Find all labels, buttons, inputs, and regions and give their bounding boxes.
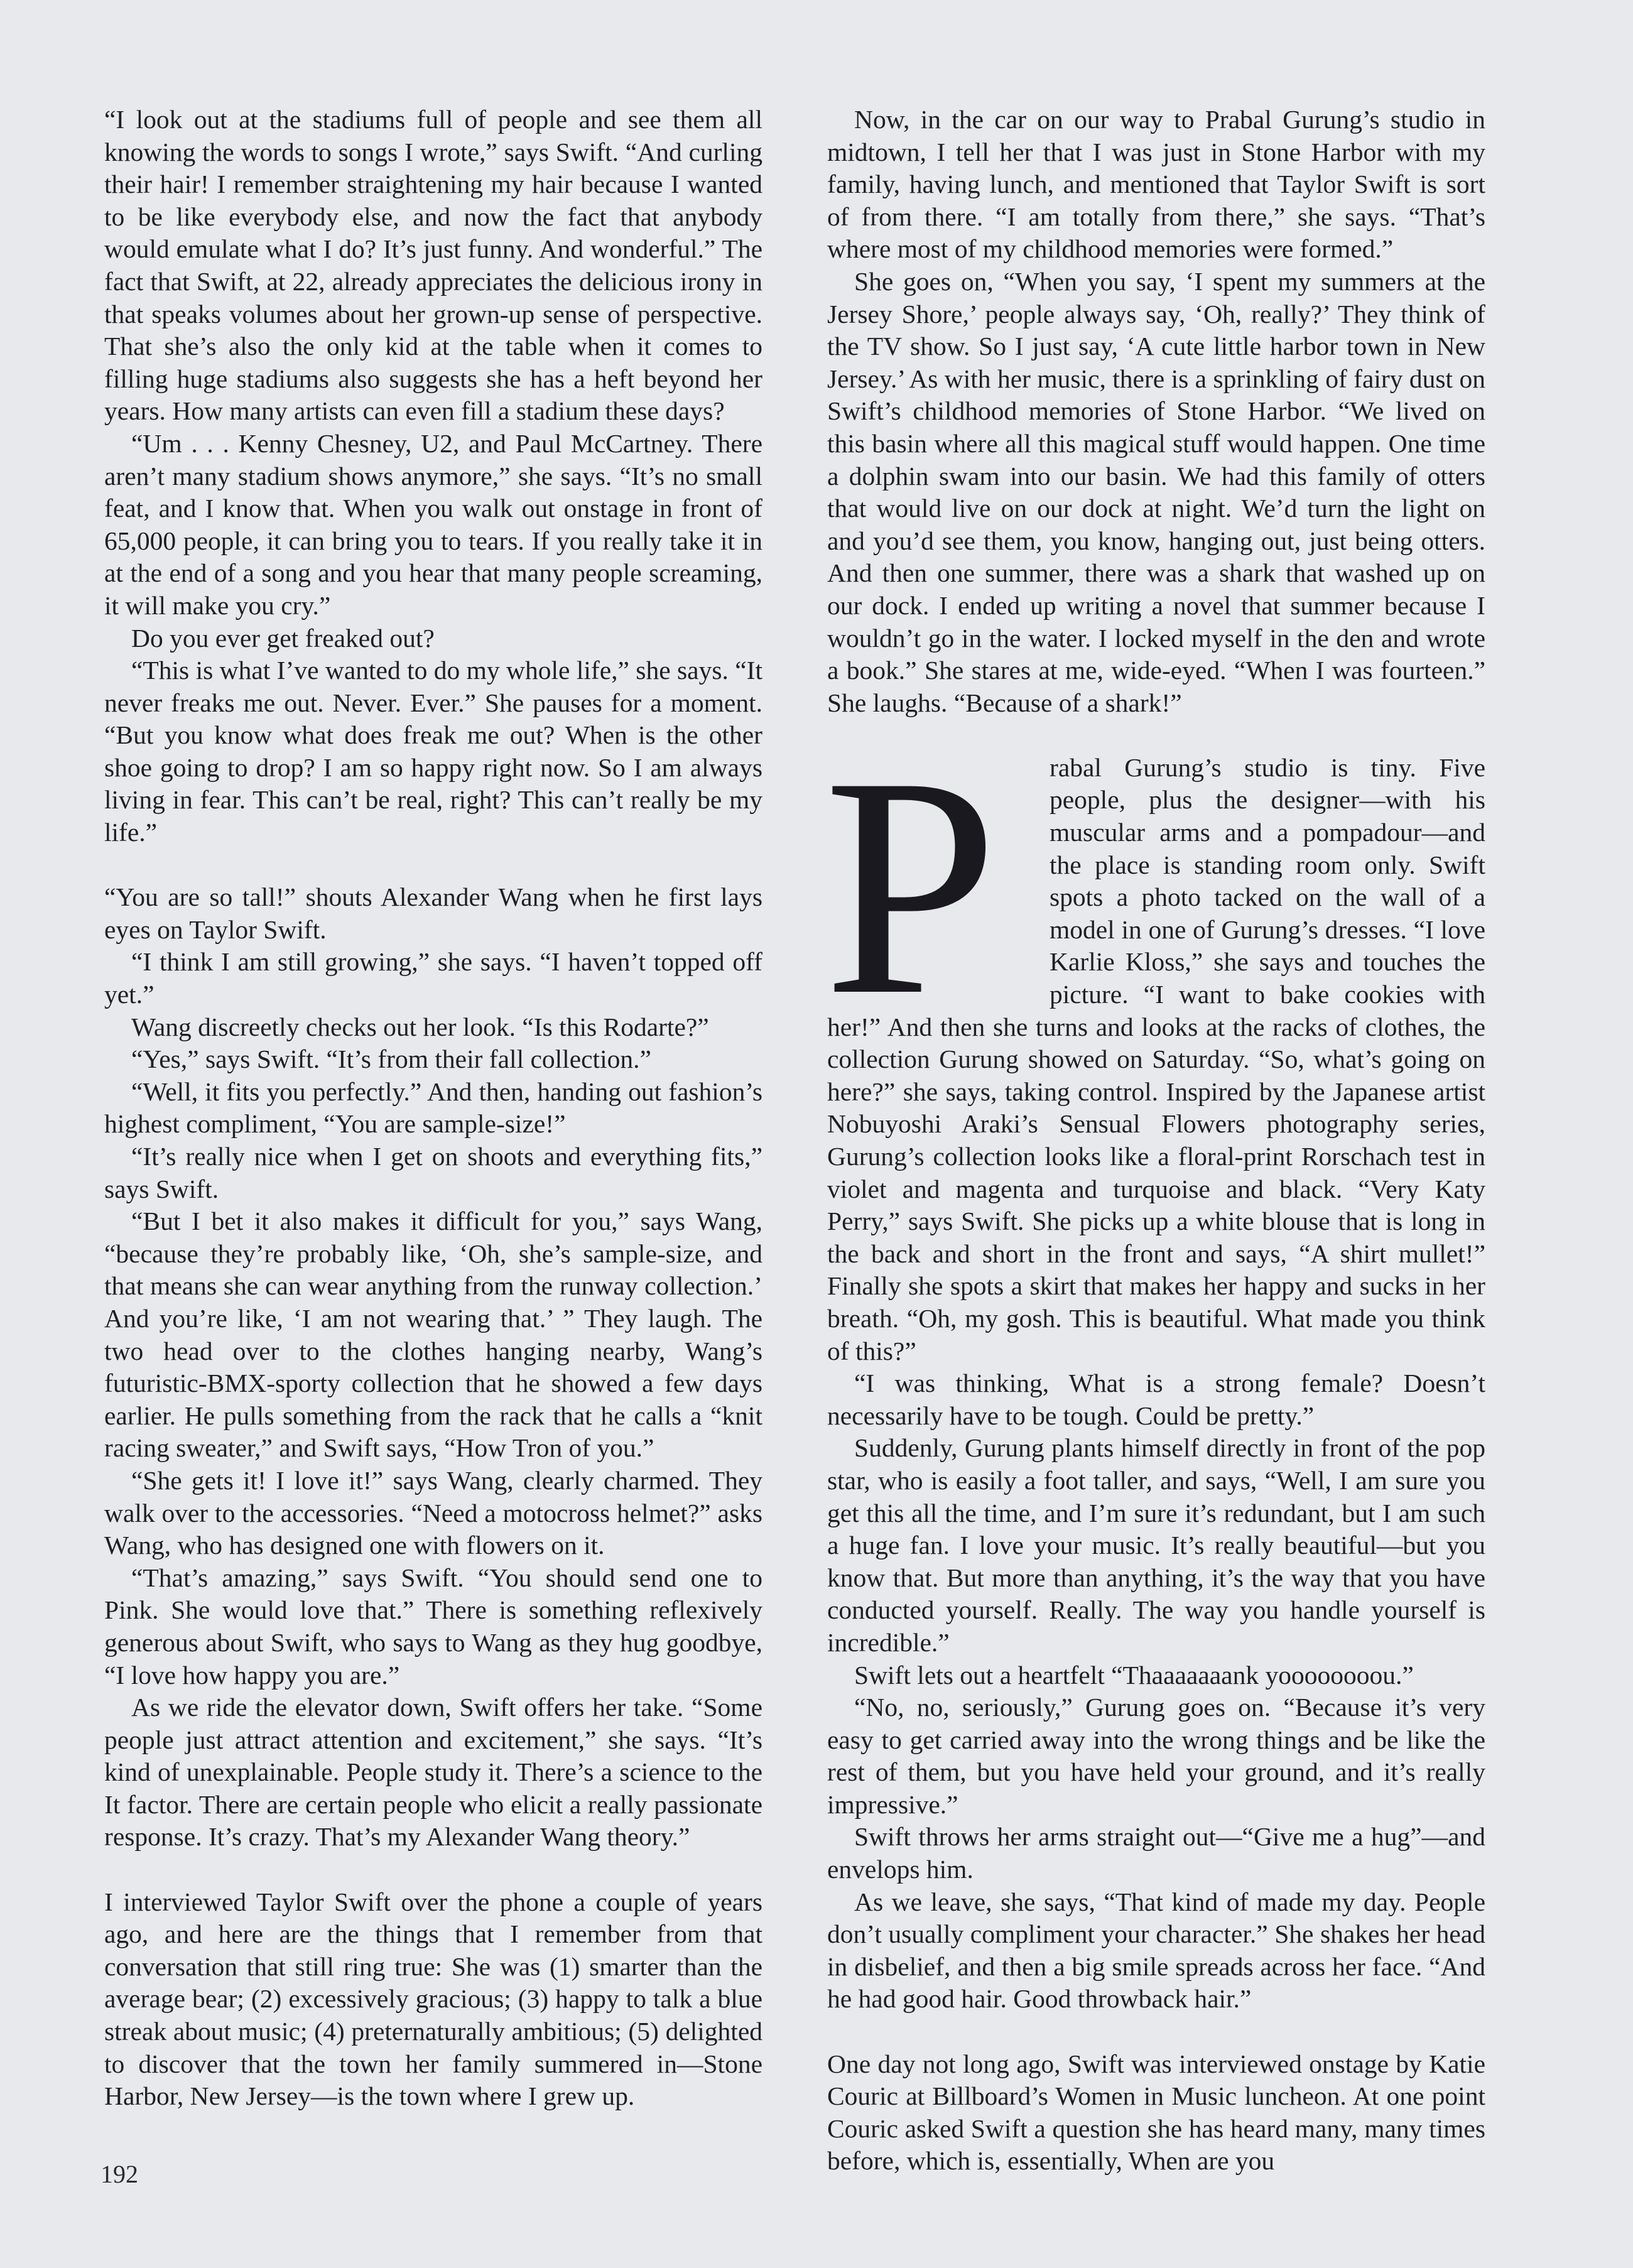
paragraph: “I was thinking, What is a strong female? Doesn’t necessarily have to be tough. Could be pretty.” (827, 1369, 1485, 1430)
paragraph: “She gets it! I love it!” says Wang, clearly charmed. They walk over to the accessories. “Need a motocross helmet?” asks Wang, who has designed one with flowers on it. (104, 1465, 762, 1560)
paragraph: Wang discreetly checks out her look. “Is this Rodarte?” (131, 1012, 709, 1041)
paragraph: “That’s amazing,” says Swift. “You should send one to Pink. She would love that.” There is something reflexively generous about Swift, who says to Wang as they hug goodbye, “I love how happy you are.” (104, 1563, 762, 1690)
paragraph: “It’s really nice when I get on shoots and everything fits,” says Swift. (104, 1142, 762, 1203)
section-start-paragraph: I interviewed Taylor Swift over the phone a couple of years ago, and here are the things that I remember from that conversation that still ring true: She was (1) smarter than the average bear; (2) excessively gracious; (3) happy to talk a blue streak about music; (4) preternaturally ambitious; (5) delighted to discover that the town her family summered in—Stone Harbor, New Jersey—is the town where I grew up. (104, 1887, 762, 2111)
paragraph: Swift lets out a heartfelt “Thaaaaaaank yoooooooou.” (854, 1660, 1414, 1690)
right-column (823, 104, 1485, 2178)
page-number: 192 (100, 2160, 138, 2188)
drop-cap: P (823, 766, 999, 1008)
paragraph: Now, in the car on our way to Prabal Gurung’s studio in midtown, I tell her that I was just in Stone Harbor with my family, having lunch, and mentioned that Taylor Swift is sort of from there. “I am totally from there,” she says. “That’s where most of my childhood memories were formed.” (827, 105, 1485, 264)
paragraph: “No, no, seriously,” Gurung goes on. “Because it’s very easy to get carried away into the wrong things and be like the rest of them, but you have held your ground, and it’s really impressive.” (827, 1693, 1485, 1819)
paragraph: “But I bet it also makes it difficult for you,” says Wang, “because they’re probably like, ‘Oh, she’s sample-size, and that means she can wear anything from the runway collection.’ And you’re like, ‘I am not wearing that.’ ” They laugh. The two head over to the clothes hanging nearby, Wang’s futuristic-BMX-sporty collection that he showed a few days earlier. He pulls something from the rack that he calls a “knit racing sweater,” and Swift says, “How Tron of you.” (104, 1207, 762, 1463)
paragraph: “I think I am still growing,” she says. “I haven’t topped off yet.” (104, 947, 762, 1009)
paragraph: Suddenly, Gurung plants himself directly in front of the pop star, who is easily a foot taller, and says, “Well, I am sure you get this all the time, and I’m sure it’s redundant, but I am such a huge fan. I love your music. It’s really beautiful—but you know that. But more than anything, it’s the way that you have conducted yourself. Really. The way you handle yourself is incredible.” (827, 1433, 1485, 1657)
paragraph: As we leave, she says, “That kind of made my day. People don’t usually compliment your character.” She shakes her head in disbelief, and then a big smile spreads across her face. “And he had good hair. Good throwback hair.” (827, 1887, 1485, 2014)
paragraph: “I look out at the stadiums full of people and see them all knowing the words to songs I wrote,” says Swift. “And curling their hair! I remember straightening my hair because I wanted to be like everybody else, and now the fact that anybody would emulate what I do? It’s just funny. And wonderful.” The fact that Swift, at 22, already appreciates the delicious irony in that speaks volumes about her grown-up sense of perspective. That she’s also the only kid at the table when it comes to filling huge stadiums also suggests she has a heft beyond her years. How many artists can even fill a stadium these days? (104, 105, 762, 426)
section-start-paragraph: “You are so tall!” shouts Alexander Wang when he first lays eyes on Taylor Swift. (104, 882, 762, 944)
paragraph: “Well, it fits you perfectly.” And then, handing out fashion’s highest compliment, “You are sample-size!” (104, 1077, 762, 1139)
section-start-paragraph: One day not long ago, Swift was interviewed onstage by Katie Couric at Billboard’s Women in Music luncheon. At one point Couric asked Swift a question she has heard many, many times before, which is, essentially, When are you (827, 2049, 1485, 2176)
paragraph: “Yes,” says Swift. “It’s from their fall collection.” (131, 1044, 651, 1074)
paragraph: As we ride the elevator down, Swift offers her take. “Some people just attract attention and excitement,” she says. “It’s kind of unexplainable. People study it. There’s a science to the It factor. There are certain people who elicit a really passionate response. It’s crazy. That’s my Alexander Wang theory.” (104, 1693, 762, 1852)
paragraph: Do you ever get freaked out? (131, 623, 435, 653)
paragraph: “Um . . . Kenny Chesney, U2, and Paul McCartney. There aren’t many stadium shows anymore,” she says. “It’s no small feat, and I know that. When you walk out onstage in front of 65,000 people, it can bring you to tears. If you really take it in at the end of a song and you hear that many people screaming, it will make you cry.” (104, 428, 762, 620)
left-column (104, 104, 762, 2113)
drop-cap-section (823, 752, 1485, 1367)
paragraph: “This is what I’ve wanted to do my whole life,” she says. “It never freaks me out. Never. Ever.” She pauses for a moment. “But you know what does freak me out? When is the other shoe going to drop? I am so happy right now. So I am always living in fear. This can’t be real, right? This can’t really be my life.” (104, 656, 762, 847)
paragraph: rabal Gurung’s studio is tiny. Five people, plus the designer—with his muscular arms and a pompadour—and the place is standing room only. Swift spots a photo tacked on the wall of a model in one of Gurung’s dresses. “I love Karlie Kloss,” she says and touches the picture. “I want to bake cookies with her!” And then she turns and looks at the racks of clothes, the collection Gurung showed on Saturday. “So, what’s going on here?” she says, taking control. Inspired by the Japanese artist Nobuyoshi Araki’s Sensual Flowers photography series, Gurung’s collection looks like a floral-print Rorschach test in violet and magenta and turquoise and black. “Very Katy Perry,” says Swift. She picks up a white blouse that is long in the back and short in the front and says, “A shirt mullet!” Finally she spots a skirt that makes her happy and sucks in her breath. “Oh, my gosh. This is beautiful. What made you think of this?” (827, 752, 1485, 1365)
paragraph: She goes on, “When you say, ‘I spent my summers at the Jersey Shore,’ people always say, ‘Oh, really?’ They think of the TV show. So I just say, ‘A cute little harbor town in New Jersey.’ As with her music, there is a sprinkling of fairy dust on Swift’s childhood memories of Stone Harbor. “We lived on this basin where all this magical stuff would happen. One time a dolphin swam into our basin. We had this family of otters that would live on our dock at night. We’d turn the light on and you’d see them, you know, hanging out, just being otters. And then one summer, there was a shark that washed up on our dock. I ended up writing a novel that summer because I wouldn’t go in the water. I locked myself in the den and wrote a book.” She stares at me, wide-eyed. “When I was fourteen.” She laughs. “Because of a shark!” (827, 266, 1485, 717)
paragraph: Swift throws her arms straight out—“Give me a hug”—and envelops him. (827, 1822, 1485, 1884)
